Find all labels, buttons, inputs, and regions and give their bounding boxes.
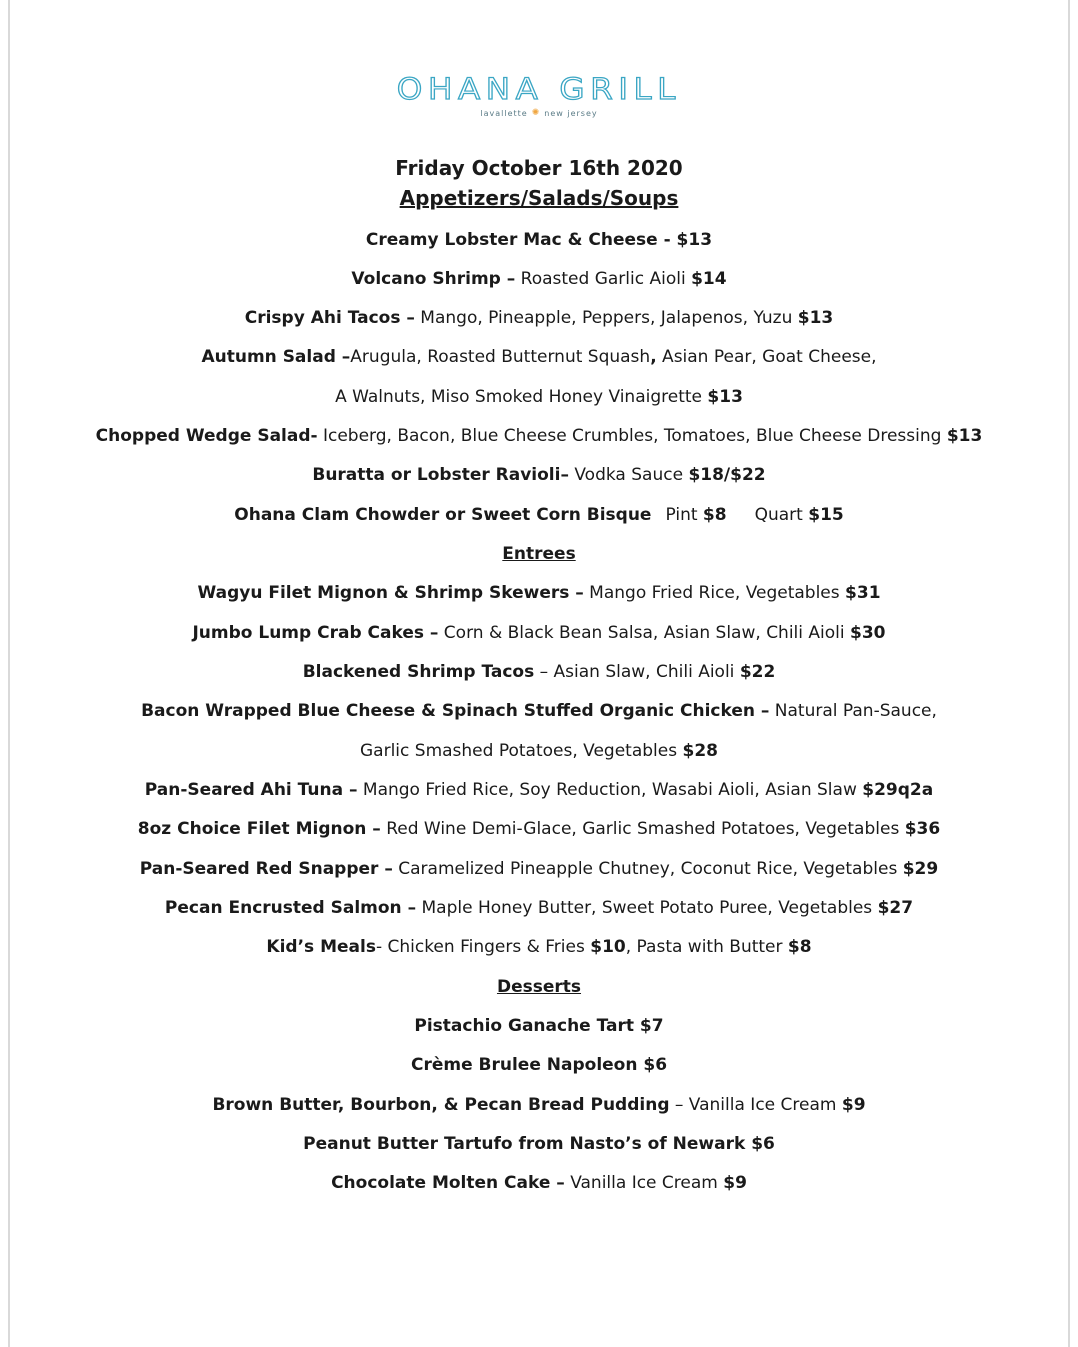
logo-tagline-town: lavallette — [480, 108, 528, 118]
section-heading-appetizers: Appetizers/Salads/Soups — [399, 186, 679, 210]
item-price: $9 — [723, 1173, 747, 1193]
item-price: $28 — [682, 741, 718, 761]
item-description: Asian Pear, Goat Cheese, — [656, 347, 877, 367]
item-price: $10 — [590, 937, 626, 957]
item-description: Mango Fried Rice, Soy Reduction, Wasabi Aioli, Asian Slaw — [357, 780, 863, 800]
menu-item — [0, 700, 1078, 722]
item-price: $30 — [850, 623, 886, 643]
item-name: Pan-Seared Ahi Tuna – — [144, 780, 358, 800]
item-name: Brown Butter, Bourbon, & Pecan Bread Pudding — [212, 1095, 670, 1115]
menu-item — [0, 1133, 1078, 1155]
menu-item — [0, 307, 1078, 329]
item-price: $9 — [841, 1095, 866, 1115]
item-description: Vanilla Ice Cream — [564, 1173, 724, 1193]
item-name: Blackened Shrimp Tacos — [302, 662, 535, 682]
item-price: $13 — [707, 387, 743, 407]
menu-item — [0, 858, 1078, 880]
item-name: Jumbo Lump Crab Cakes – — [192, 623, 439, 643]
menu-item — [0, 1054, 1078, 1076]
item-comma: , — [650, 347, 657, 367]
menu-item — [0, 346, 1078, 368]
item-name: Peanut Butter Tartufo from Nasto’s of Newark $6 — [303, 1134, 775, 1154]
item-description: Maple Honey Butter, Sweet Potato Puree, Vegetables — [416, 898, 878, 918]
item-description: – Vanilla Ice Cream — [669, 1095, 842, 1115]
menu-item — [0, 779, 1078, 801]
item-price: $14 — [691, 269, 727, 289]
item-name: Crispy Ahi Tacos – — [244, 308, 415, 328]
item-name: Wagyu Filet Mignon & Shrimp Skewers – — [197, 583, 584, 603]
item-price: $15 — [808, 505, 844, 525]
item-price: $31 — [845, 583, 881, 603]
item-description: Pint — [665, 505, 703, 525]
item-description: Natural Pan-Sauce, — [769, 701, 937, 721]
item-description: Mango, Pineapple, Peppers, Jalapenos, Yuzu — [414, 308, 798, 328]
item-description: Corn & Black Bean Salsa, Asian Slaw, Chili Aioli — [438, 623, 851, 643]
menu-item-continued — [0, 740, 1078, 762]
item-description: Garlic Smashed Potatoes, Vegetables — [360, 741, 683, 761]
item-description: Vodka Sauce — [568, 465, 689, 485]
menu-item — [0, 622, 1078, 644]
item-price: $18/$22 — [688, 465, 766, 485]
menu-item — [0, 582, 1078, 604]
logo-tagline-state: new jersey — [544, 108, 598, 118]
item-description: Arugula, Roasted Butternut Squash — [350, 347, 651, 367]
menu-item — [0, 229, 1078, 251]
menu-item — [0, 425, 1078, 447]
logo-name: OHANA GRILL — [396, 72, 682, 106]
item-price: $13 — [797, 308, 834, 328]
item-name: Pan-Seared Red Snapper – — [139, 859, 393, 879]
menu-date: Friday October 16th 2020 — [395, 156, 683, 180]
item-description: Roasted Garlic Aioli — [515, 269, 692, 289]
item-name: Kid’s Meals — [266, 937, 376, 957]
item-description: – Asian Slaw, Chili Aioli — [534, 662, 740, 682]
item-description: Iceberg, Bacon, Blue Cheese Crumbles, Tomatoes, Blue Cheese Dressing — [317, 426, 947, 446]
logo-tagline — [0, 108, 1078, 118]
item-description: Quart — [754, 505, 809, 525]
item-name: Volcano Shrimp – — [351, 269, 516, 289]
item-price: $29q2a — [862, 780, 934, 800]
menu-item — [0, 1094, 1078, 1116]
item-name: Buratta or Lobster Ravioli– — [312, 465, 569, 485]
sun-icon: ✺ — [531, 108, 541, 118]
item-name: Creamy Lobster Mac & Cheese - $13 — [365, 230, 713, 250]
item-name: Ohana Clam Chowder or Sweet Corn Bisque — [234, 505, 652, 525]
menu-item — [0, 464, 1078, 486]
section-heading-desserts: Desserts — [496, 977, 582, 997]
section-heading-entrees: Entrees — [502, 544, 576, 564]
item-description: Caramelized Pineapple Chutney, Coconut Rice, Vegetables — [392, 859, 903, 879]
menu-item — [0, 661, 1078, 683]
item-name: Crème Brulee Napoleon $6 — [410, 1055, 668, 1075]
menu-item — [0, 268, 1078, 290]
item-name: Chocolate Molten Cake – — [331, 1173, 565, 1193]
item-name: 8oz Choice Filet Mignon – — [137, 819, 381, 839]
item-description: Red Wine Demi-Glace, Garlic Smashed Potatoes, Vegetables — [380, 819, 905, 839]
menu-item-continued — [0, 386, 1078, 408]
item-price: $8 — [702, 505, 727, 525]
menu-item — [0, 936, 1078, 958]
item-price: $8 — [787, 937, 812, 957]
menu-item — [0, 818, 1078, 840]
item-description: Mango Fried Rice, Vegetables — [583, 583, 846, 603]
menu-item — [0, 504, 1078, 526]
item-price: $22 — [739, 662, 776, 682]
menu-item — [0, 1015, 1078, 1037]
item-name: Pistachio Ganache Tart $7 — [414, 1016, 664, 1036]
item-price: $29 — [902, 859, 939, 879]
menu-item — [0, 897, 1078, 919]
item-description: - Chicken Fingers & Fries — [375, 937, 591, 957]
item-price: $13 — [946, 426, 983, 446]
menu-item — [0, 1172, 1078, 1194]
restaurant-logo — [0, 72, 1078, 118]
item-description: , Pasta with Butter — [625, 937, 788, 957]
item-description: A Walnuts, Miso Smoked Honey Vinaigrette — [335, 387, 708, 407]
item-name: Bacon Wrapped Blue Cheese & Spinach Stuffed Organic Chicken – — [141, 701, 770, 721]
item-name: Chopped Wedge Salad- — [95, 426, 318, 446]
item-price: $36 — [904, 819, 941, 839]
item-price: $27 — [877, 898, 914, 918]
item-name: Pecan Encrusted Salmon – — [164, 898, 417, 918]
item-name: Autumn Salad – — [201, 347, 351, 367]
